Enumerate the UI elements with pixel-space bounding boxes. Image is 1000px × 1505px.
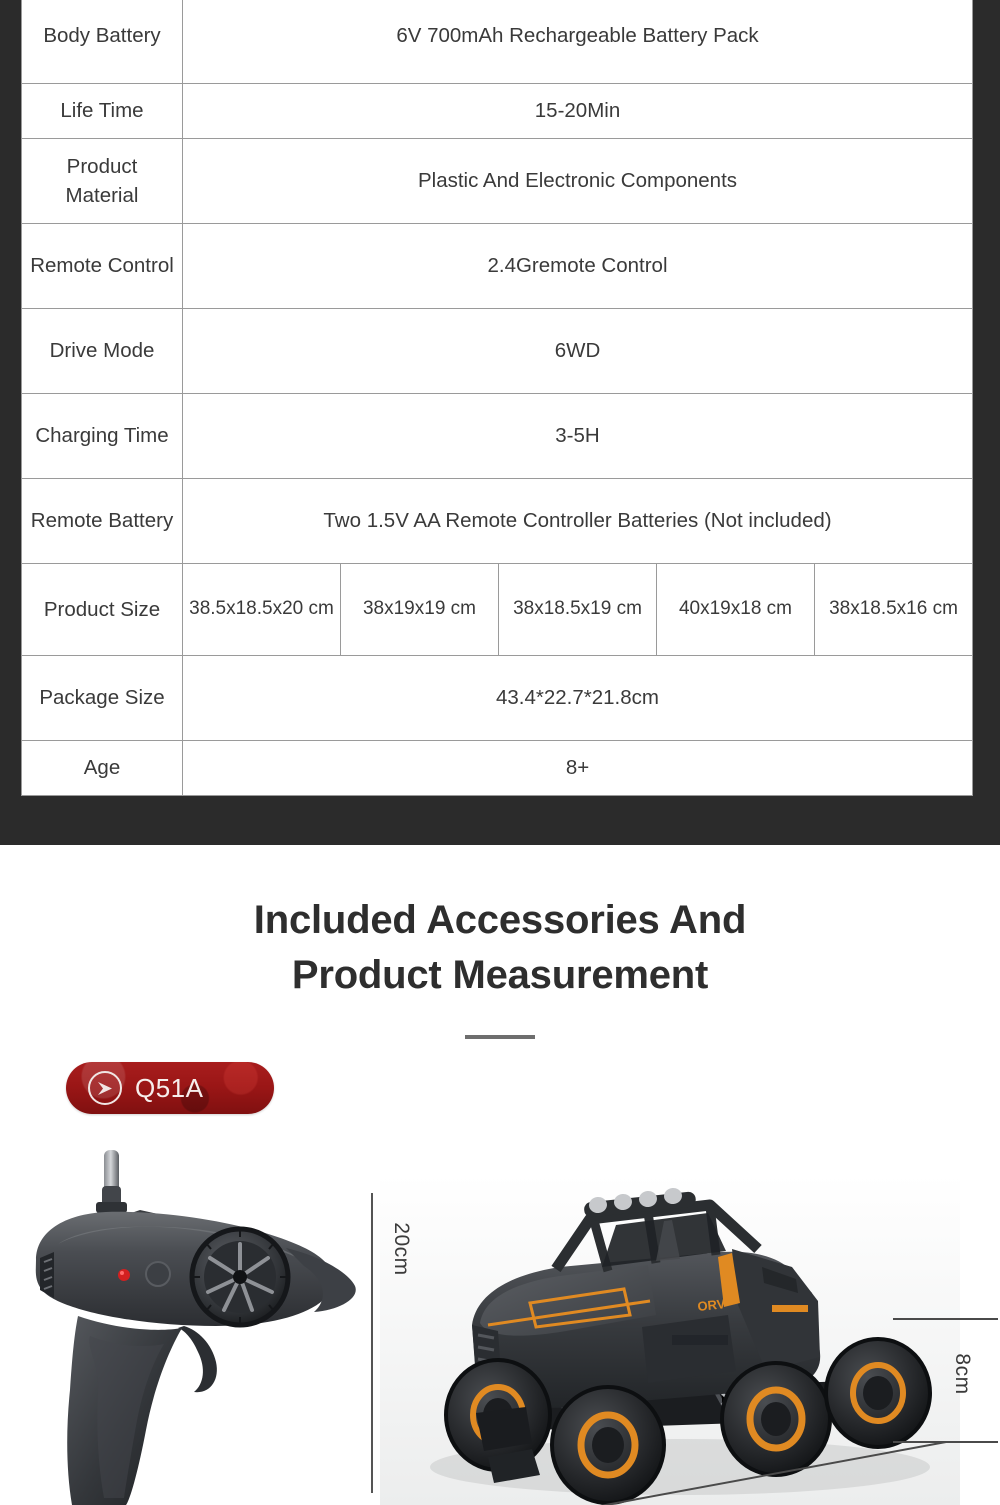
table-row	[22, 139, 973, 224]
svg-text:ORV: ORV	[696, 1296, 727, 1314]
height-measure-label: 20cm	[390, 1222, 413, 1276]
table-row	[22, 309, 973, 394]
spec-label: Life Time	[22, 84, 183, 139]
spec-label: Remote Battery	[22, 479, 183, 564]
rc-transmitter-photo	[18, 1140, 363, 1505]
spec-label: Package Size	[22, 656, 183, 741]
section-heading-line-2: Product Measurement	[291, 953, 709, 998]
section-heading	[0, 893, 1000, 1003]
specification-table	[21, 0, 973, 796]
spec-label: Product Material	[22, 139, 183, 224]
table-row	[22, 394, 973, 479]
depth-measure-label: 8cm	[951, 1353, 974, 1395]
table-row-product-size	[22, 564, 973, 656]
spec-value: 43.4*22.7*21.8cm	[183, 656, 973, 741]
section-heading-line-1: Included Accessories And	[253, 898, 747, 942]
table-row	[22, 224, 973, 309]
spec-label: Body Battery	[22, 0, 183, 84]
spec-value: 2.4Gremote Control	[183, 224, 973, 309]
spec-value: Plastic And Electronic Components	[183, 139, 973, 224]
spec-value: 15-20Min	[183, 84, 973, 139]
spec-label: Charging Time	[22, 394, 183, 479]
specification-table-body	[22, 0, 973, 796]
product-size-cell: 38.5x18.5x20 cm	[183, 564, 341, 656]
spec-label: Product Size	[22, 564, 183, 656]
height-measure-line	[371, 1193, 373, 1493]
table-row	[22, 479, 973, 564]
table-row	[22, 741, 973, 796]
spec-value: 3-5H	[183, 394, 973, 479]
product-size-cell: 38x18.5x16 cm	[815, 564, 973, 656]
length-measure-line	[600, 1440, 950, 1505]
play-circle-icon	[88, 1071, 122, 1105]
table-row	[22, 84, 973, 139]
spec-label: Drive Mode	[22, 309, 183, 394]
spec-value: 8+	[183, 741, 973, 796]
spec-value: Two 1.5V AA Remote Controller Batteries (Not included)	[183, 479, 973, 564]
product-size-cell: 38x19x19 cm	[341, 564, 499, 656]
table-row	[22, 656, 973, 741]
model-badge-label: Q51A	[135, 1073, 204, 1103]
model-badge	[66, 1062, 274, 1114]
spec-label: Age	[22, 741, 183, 796]
spec-value: 6WD	[183, 309, 973, 394]
table-row	[22, 0, 973, 84]
heading-divider	[465, 1035, 535, 1039]
product-size-cell: 38x18.5x19 cm	[499, 564, 657, 656]
spec-label: Remote Control	[22, 224, 183, 309]
product-size-cell: 40x19x18 cm	[657, 564, 815, 656]
spec-value: 6V 700mAh Rechargeable Battery Pack	[183, 0, 973, 84]
depth-measure-line-top	[893, 1318, 998, 1320]
